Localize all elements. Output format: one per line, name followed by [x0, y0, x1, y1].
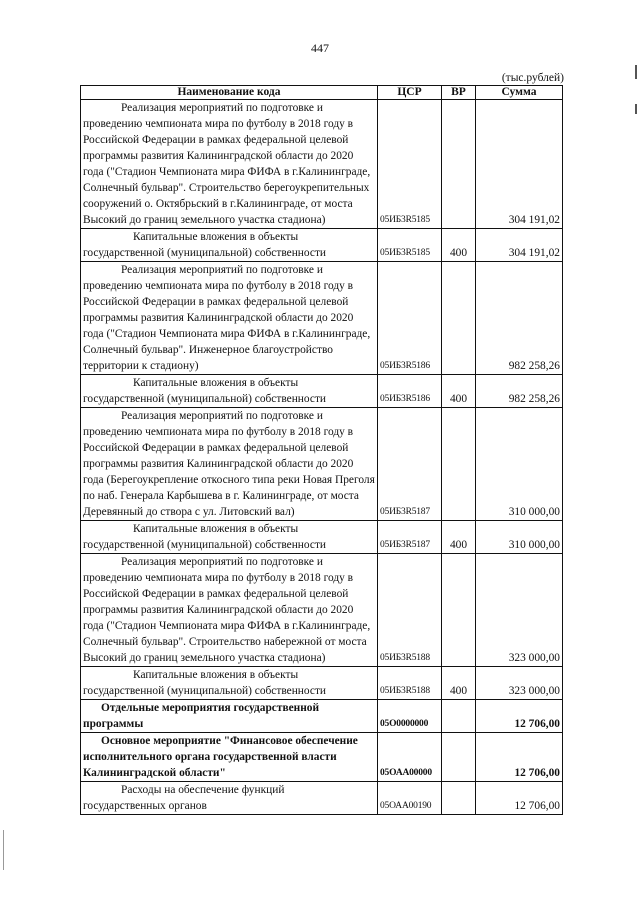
unit-note: (тыс.рублей)	[501, 72, 564, 84]
row-vr	[442, 782, 476, 815]
row-csr: 05ОАА00190	[378, 782, 442, 815]
row-name-first-line: Капитальные вложения в объекты	[133, 523, 299, 535]
table-row	[81, 700, 563, 733]
table-header-row	[81, 86, 563, 100]
row-vr: 400	[442, 229, 476, 262]
row-sum: 310 000,00	[476, 521, 563, 554]
row-name-first-line: Реализация мероприятий по подготовке и	[121, 102, 323, 114]
row-vr	[442, 733, 476, 782]
table-row	[81, 733, 563, 782]
table-row	[81, 667, 563, 700]
row-name	[81, 700, 378, 733]
row-name-first-line: Основное мероприятие "Финансовое обеспечение	[101, 735, 358, 747]
row-sum: 304 191,02	[476, 100, 563, 229]
page-number: 447	[311, 41, 329, 55]
row-vr	[442, 700, 476, 733]
row-vr	[442, 262, 476, 375]
row-name	[81, 375, 378, 408]
row-name-rest: государственных органов	[83, 800, 207, 812]
row-vr: 400	[442, 521, 476, 554]
row-name-rest: программы	[83, 718, 144, 730]
scan-edge-mark	[3, 830, 4, 870]
row-name-rest: проведению чемпионата мира по футболу в 2018 году в Российской Федерации в рамках федеральной целевой программы развития Калининградской области до 2020 года ("Стадион Чемпионата мира ФИФА в г.Калининграде, Солнечный бульвар". Строительство набережной от моста Высокий до границ земельного участка стадиона)	[83, 572, 371, 664]
row-name	[81, 408, 378, 521]
col-header-sum: Сумма	[476, 86, 563, 100]
row-name	[81, 100, 378, 229]
row-csr: 05ИБ3R5187	[378, 408, 442, 521]
row-sum: 982 258,26	[476, 262, 563, 375]
row-sum: 12 706,00	[476, 700, 563, 733]
scan-edge-mark	[635, 104, 637, 114]
row-sum: 304 191,02	[476, 229, 563, 262]
row-name-first-line: Отдельные мероприятия государственной	[101, 702, 320, 714]
table-row	[81, 229, 563, 262]
row-name-first-line: Капитальные вложения в объекты	[133, 669, 299, 681]
col-header-csr: ЦСР	[378, 86, 442, 100]
row-name	[81, 521, 378, 554]
row-name-first-line: Капитальные вложения в объекты	[133, 231, 299, 243]
row-sum: 310 000,00	[476, 408, 563, 521]
row-csr: 05ИБ3R5186	[378, 262, 442, 375]
col-header-name: Наименование кода	[81, 86, 378, 100]
row-vr	[442, 554, 476, 667]
budget-table	[80, 85, 563, 815]
row-sum: 323 000,00	[476, 667, 563, 700]
row-name	[81, 667, 378, 700]
row-name-rest: проведению чемпионата мира по футболу в 2018 году в Российской Федерации в рамках федеральной целевой программы развития Калининградской области до 2020 года ("Стадион Чемпионата мира ФИФА в г.Калининграде, Солнечный бульвар". Строительство берегоукрепительных сооружений о. Октябрьский в г.Калининграде, от моста Высокий до границ земельного участка стадиона)	[83, 118, 371, 226]
row-name-first-line: Реализация мероприятий по подготовке и	[121, 410, 323, 422]
row-name-rest: государственной (муниципальной) собственности	[83, 685, 327, 697]
table-row	[81, 554, 563, 667]
row-name-first-line: Расходы на обеспечение функций	[121, 784, 285, 796]
row-csr: 05О0000000	[378, 700, 442, 733]
row-sum: 982 258,26	[476, 375, 563, 408]
row-name-rest: исполнительного органа государственной власти Калининградской области"	[83, 751, 337, 779]
row-name	[81, 733, 378, 782]
scan-edge-mark	[635, 65, 637, 79]
row-sum: 12 706,00	[476, 733, 563, 782]
row-sum: 12 706,00	[476, 782, 563, 815]
row-csr: 05ОАА00000	[378, 733, 442, 782]
table-row	[81, 782, 563, 815]
row-name-rest: проведению чемпионата мира по футболу в 2018 году в Российской Федерации в рамках федеральной целевой программы развития Калининградской области до 2020 года ("Стадион Чемпионата мира ФИФА в г.Калининграде, Солнечный бульвар". Инженерное благоустройство территории к стадиону)	[83, 280, 371, 372]
table-row	[81, 408, 563, 521]
row-name	[81, 229, 378, 262]
table-row	[81, 100, 563, 229]
row-name	[81, 782, 378, 815]
row-csr: 05ИБ3R5186	[378, 375, 442, 408]
row-name	[81, 262, 378, 375]
row-name-rest: государственной (муниципальной) собственности	[83, 539, 327, 551]
row-vr	[442, 100, 476, 229]
row-name-rest: государственной (муниципальной) собственности	[83, 247, 327, 259]
row-csr: 05ИБ3R5185	[378, 229, 442, 262]
row-name-first-line: Реализация мероприятий по подготовке и	[121, 556, 323, 568]
col-header-vr: ВР	[442, 86, 476, 100]
row-name-rest: государственной (муниципальной) собственности	[83, 393, 327, 405]
row-name	[81, 554, 378, 667]
row-name-first-line: Капитальные вложения в объекты	[133, 377, 299, 389]
table-row	[81, 375, 563, 408]
row-vr	[442, 408, 476, 521]
table-row	[81, 521, 563, 554]
row-name-first-line: Реализация мероприятий по подготовке и	[121, 264, 323, 276]
table-row	[81, 262, 563, 375]
row-sum: 323 000,00	[476, 554, 563, 667]
row-vr: 400	[442, 375, 476, 408]
row-vr: 400	[442, 667, 476, 700]
row-name-rest: проведению чемпионата мира по футболу в 2018 году в Российской Федерации в рамках федеральной целевой программы развития Калининградской области до 2020 года (Берегоукрепление откосного типа реки Новая Преголя по наб. Генерала Карбышева в г. Калининграде, от моста Деревянный до створа с ул. Литовский вал)	[83, 426, 375, 518]
row-csr: 05ИБ3R5188	[378, 667, 442, 700]
row-csr: 05ИБ3R5188	[378, 554, 442, 667]
row-csr: 05ИБ3R5185	[378, 100, 442, 229]
row-csr: 05ИБ3R5187	[378, 521, 442, 554]
